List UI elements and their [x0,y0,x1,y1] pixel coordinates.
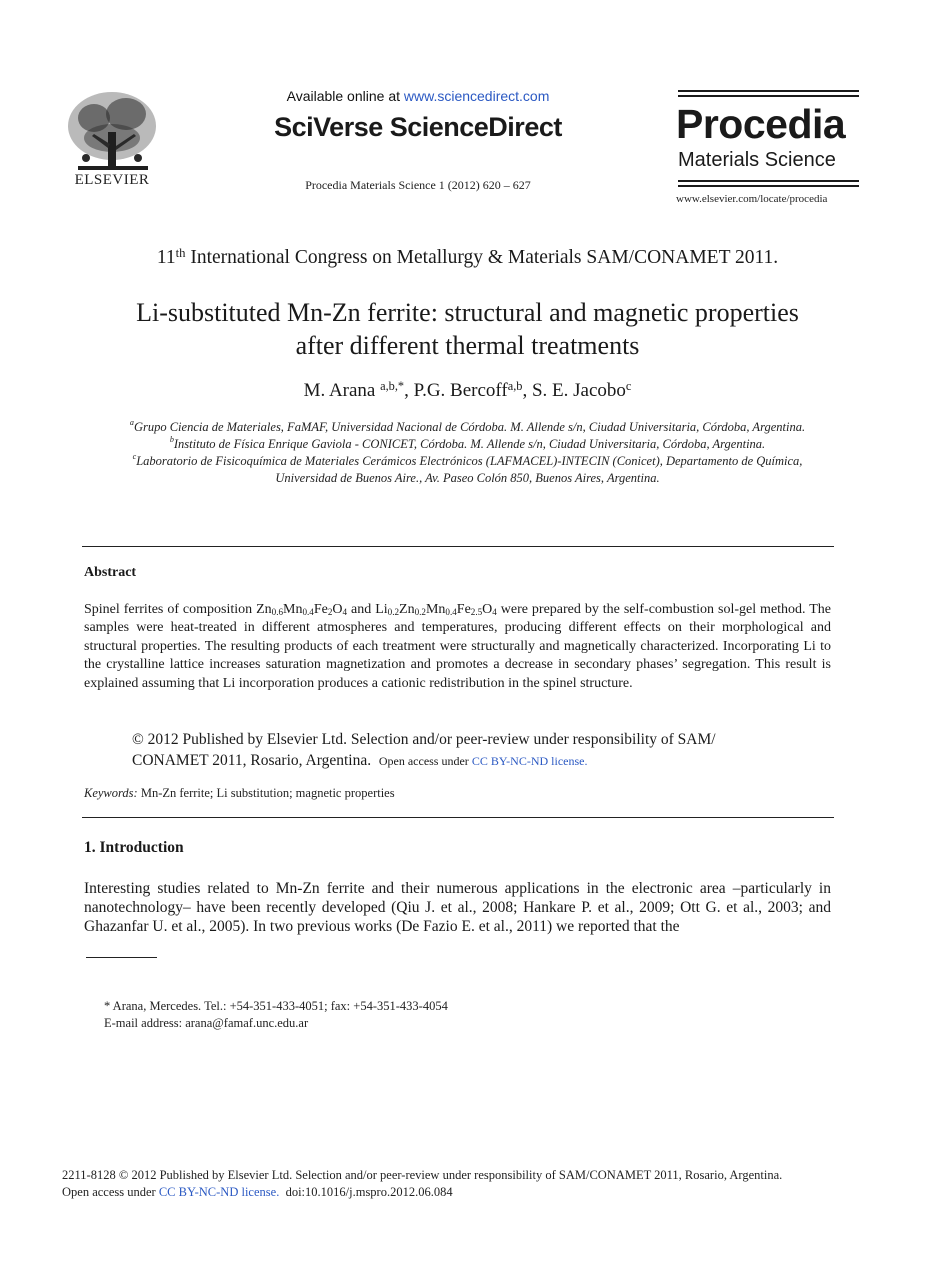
keywords-line [84,786,831,801]
keywords-text: Mn-Zn ferrite; Li substitution; magnetic properties [137,786,395,800]
formula-element: Mn [283,602,303,617]
author-name: , P.G. Bercoff [404,380,508,401]
keywords-bottom-rule [82,817,834,818]
procedia-subtitle: Materials Science [678,149,836,171]
platform-name: SciVerse ScienceDirect [274,112,562,142]
procedia-bottom-rule [678,180,859,182]
footnote-rule [86,957,157,958]
author-marks: a,b,* [380,379,405,393]
formula-element: Fe [456,602,471,617]
copyright-line-1: © 2012 Published by Elsevier Ltd. Selection and/or peer-review under responsibility of SAM/ [132,731,716,748]
affiliation-c [60,453,875,471]
open-access-label: Open access under [378,753,472,768]
affiliation-text: Grupo Ciencia de Materiales, FaMAF, Universidad Nacional de Córdoba. M. Allende s/n, Ciudad Universitaria, Córdoba, Argentina. [133,420,806,434]
keywords-label: Keywords: [84,786,138,800]
formula-element: O [332,602,343,617]
introduction-body: Interesting studies related to Mn-Zn ferrite and their numerous applications in the electronic area –particularly in nanotechnology– have been recently developed (Qiu J. et al., 2008; Hankare P. et al., 2009; Ott G. et al., 2003; and Ghazanfar U. et al., 2005). In two previous works (De Fazio E. et al., 2011) we reported that the [84,880,831,936]
affiliation-mark: a [129,418,134,427]
abstract-heading: Abstract [84,565,137,580]
affiliation-text: Instituto de Física Enrique Gaviola - CONICET, Córdoba. M. Allende s/n, Ciudad Universitaria, Córdoba, Argentina. [173,437,766,451]
copyright-line-2 [132,751,832,772]
author-marks: a,b [507,379,523,393]
affiliation-text: Laboratorio de Fisicoquímica de Materiales Cerámicos Electrónicos (LAFMACEL)-INTECIN (Conicet), Departamento de Química, [136,454,803,468]
open-access-line [62,1185,453,1200]
copyright-block [132,730,832,771]
formula-element: Mn [425,602,446,617]
formula-subscript: 0.2 [387,607,400,617]
available-prefix: Available online at [286,88,404,104]
procedia-bottom-rule-2 [678,185,859,187]
open-access-label: Open access under [62,1185,159,1199]
abstract-text: Spinel ferrites of composition Zn [84,602,272,617]
title-line-2: after different thermal treatments [295,331,640,360]
affiliation-mark: c [132,452,137,461]
available-online-line [260,88,576,104]
author-name: , S. E. Jacobo [522,380,626,401]
introduction-heading: 1. Introduction [84,839,184,856]
formula-subscript: 4 [342,607,348,617]
abstract-top-rule [82,546,834,547]
formula-element: Zn [399,602,415,617]
copyright-text: CONAMET 2011, Rosario, Argentina. [132,751,372,769]
publisher-name: ELSEVIER [74,172,150,188]
sciencedirect-link[interactable]: www.sciencedirect.com [403,88,550,104]
procedia-url[interactable]: www.elsevier.com/locate/procedia [676,193,828,205]
formula-subscript: 0.4 [302,607,314,617]
abstract-body [84,601,831,693]
paper-title [60,296,875,362]
abstract-text: and Li [347,602,388,617]
formula-subscript: 0.4 [445,607,457,617]
license-link[interactable]: CC BY-NC-ND license. [471,753,588,768]
congress-text: International Congress on Metallurgy & Materials SAM/CONAMET 2011. [185,247,779,268]
email-note: E-mail address: arana@famaf.unc.edu.ar [104,1016,309,1030]
procedia-title: Procedia [676,101,846,147]
formula-element: Fe [313,602,328,617]
issn-line: 2211-8128 © 2012 Published by Elsevier Ltd. Selection and/or peer-review under responsibility of SAM/CONAMET 2011, Rosario, Argentina. [62,1168,783,1182]
formula-element: O [482,602,493,617]
doi-text: doi:10.1016/j.mspro.2012.06.084 [279,1185,453,1199]
affiliation-c-cont [60,470,875,488]
abstract-text: were prepared by the self-combustion sol-gel method. The samples were heat-treated in different atmospheres and temperatures, producing different effects on their morphological and structural properties. The resulting products of each treatment were structurally and magnetically characterized. Incorporating Li to the crystalline lattice increases saturation magnetization and promotes a decrease in secondary phases’ segregation. This result is explained assuming that Li incorporation produces a cationic redistribution in the spinel structure. [84,602,832,691]
affiliation-a [60,419,875,437]
author-list [60,380,875,402]
congress-line [60,247,875,269]
author-marks: c [625,379,632,393]
license-link[interactable]: CC BY-NC-ND license. [158,1185,280,1199]
corresponding-author-note: * Arana, Mercedes. Tel.: +54-351-433-4051; fax: +54-351-433-4054 [104,999,448,1013]
title-line-1: Li-substituted Mn-Zn ferrite: structural and magnetic properties [136,298,799,327]
journal-reference: Procedia Materials Science 1 (2012) 620 – 627 [305,178,531,192]
procedia-top-rule [678,90,859,92]
congress-ordinal-suffix: th [175,246,186,260]
formula-subscript: 2 [327,607,333,617]
congress-ordinal: 11 [156,247,176,268]
formula-subscript: 0.2 [414,607,426,617]
formula-subscript: 2.5 [470,607,483,617]
procedia-top-rule-2 [678,95,859,97]
formula-subscript: 0.6 [271,607,284,617]
affiliation-text: Universidad de Buenos Aire., Av. Paseo Colón 850, Buenos Aires, Argentina. [275,471,660,485]
formula-subscript: 4 [492,607,497,617]
affiliation-b [60,436,875,454]
affiliation-mark: b [169,435,174,444]
author-name: M. Arana [303,380,381,401]
